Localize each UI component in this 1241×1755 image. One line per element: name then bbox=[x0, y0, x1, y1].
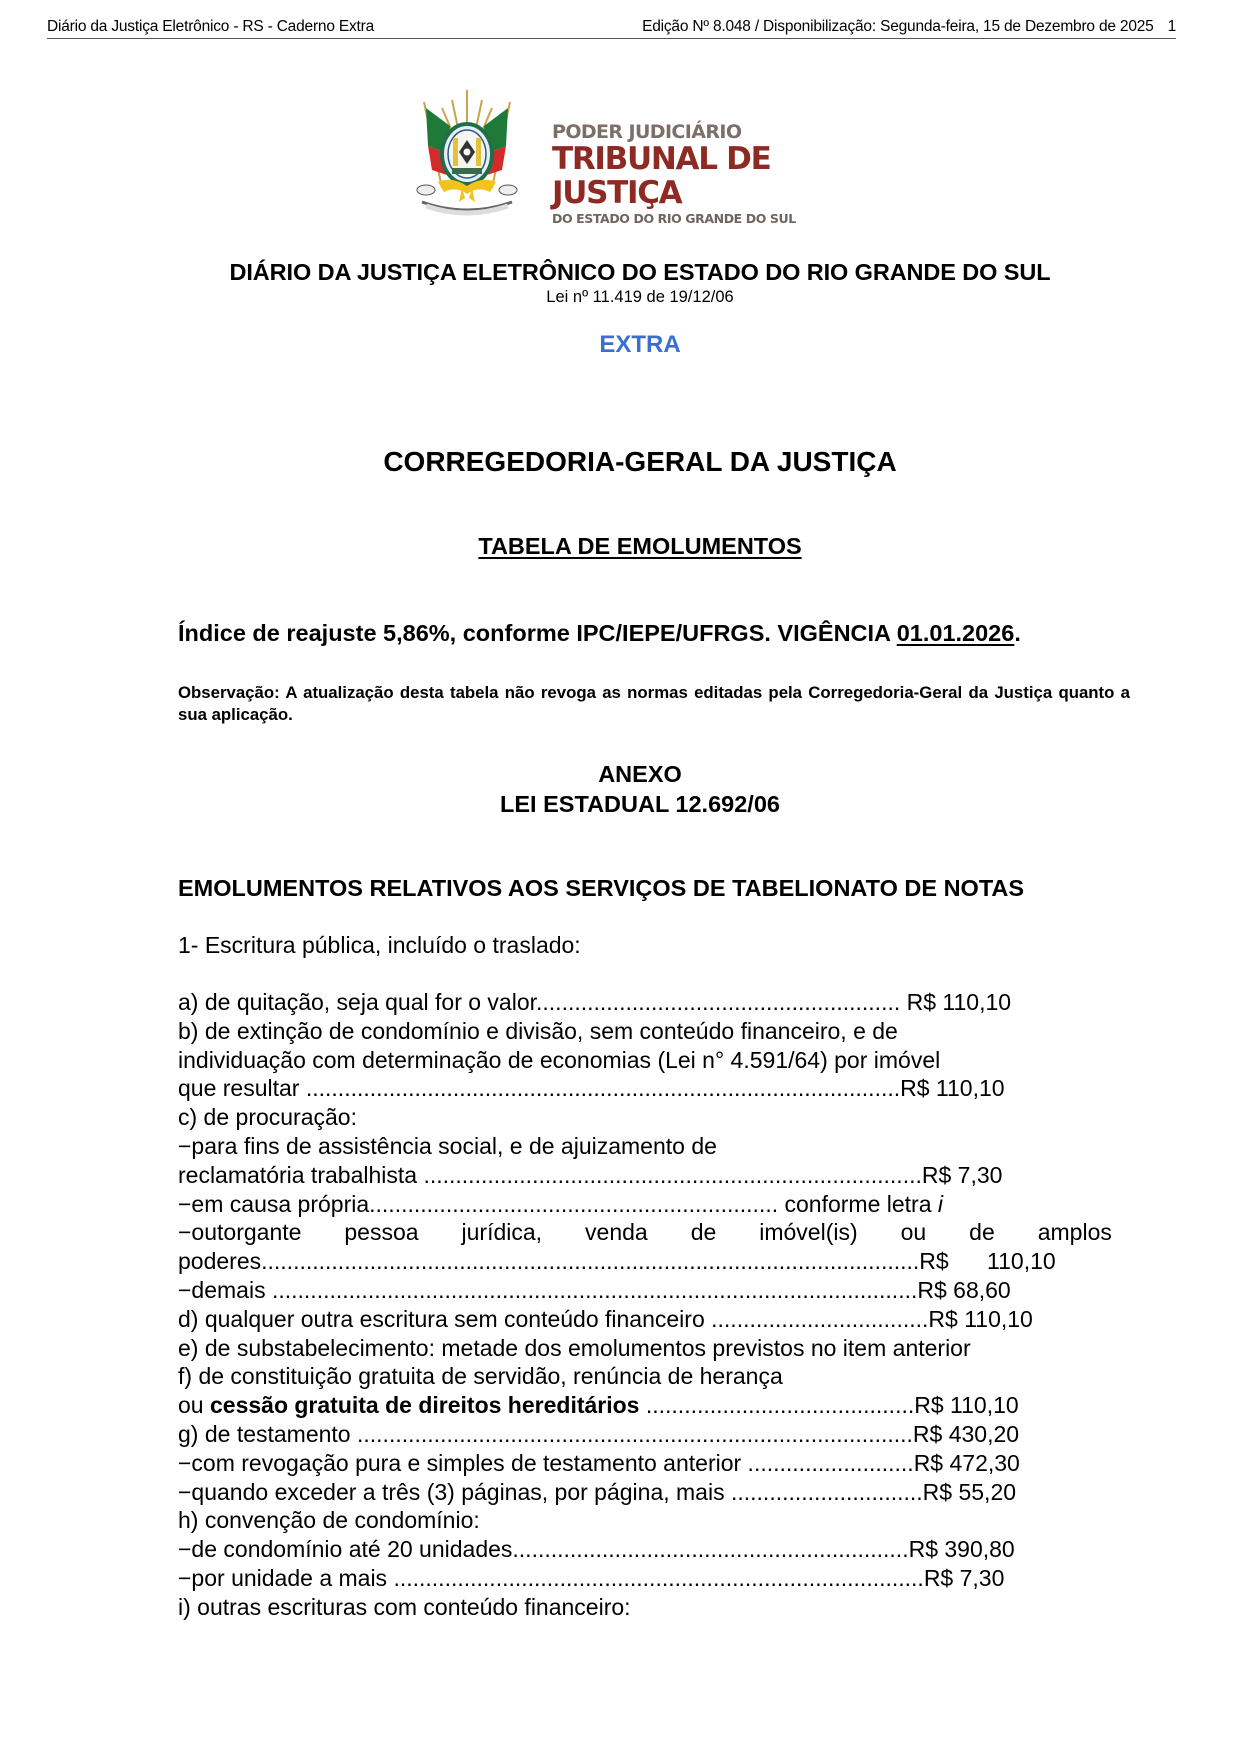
index-suffix: . bbox=[1014, 620, 1021, 646]
fee-line-text: −em causa própria................................................................ conforme letra bbox=[178, 1190, 938, 1217]
fee-line: −com revogação pura e simples de testamento anterior ..........................R$ 472,30 bbox=[178, 1449, 1020, 1476]
tjrs-logo bbox=[412, 88, 872, 236]
letter-reference: i bbox=[937, 1190, 944, 1217]
fee-line-suffix: ..........................................R$ 110,10 bbox=[639, 1392, 1019, 1419]
fee-line: e) de substabelecimento: metade dos emolumentos previstos no item anterior bbox=[178, 1334, 971, 1361]
masthead-title: DIÁRIO DA JUSTIÇA ELETRÔNICO DO ESTADO DO RIO GRANDE DO SUL bbox=[229, 259, 1051, 285]
annex-law: LEI ESTADUAL 12.692/06 bbox=[500, 791, 780, 817]
word: de bbox=[690, 1219, 717, 1246]
fee-line: individuação com determinação de economias (Lei n° 4.591/64) por imóvel bbox=[178, 1046, 941, 1073]
annex-heading bbox=[0, 759, 1241, 819]
fee-line: c) de procuração: bbox=[178, 1104, 357, 1131]
word: imóvel(is) bbox=[759, 1219, 858, 1246]
logo-line-poder-judiciario: PODER JUDICIÁRIO bbox=[552, 121, 742, 143]
coat-of-arms-icon bbox=[412, 88, 522, 218]
word: amplos bbox=[1037, 1219, 1112, 1246]
fee-line-justified bbox=[178, 1218, 1112, 1247]
masthead-law: Lei nº 11.419 de 19/12/06 bbox=[546, 288, 734, 306]
edition-type-badge: EXTRA bbox=[599, 331, 681, 358]
edition-date: Edição Nº 8.048 / Disponibilização: Segunda-feira, 15 de Dezembro de 2025 bbox=[642, 18, 1154, 35]
fee-line: g) de testamento .......................................................................................R$ 430,20 bbox=[178, 1420, 1020, 1447]
section-title: EMOLUMENTOS RELATIVOS AOS SERVIÇOS DE TABELIONATO DE NOTAS bbox=[178, 875, 1025, 901]
word: de bbox=[969, 1219, 995, 1246]
fee-line: h) convenção de condomínio: bbox=[178, 1507, 480, 1534]
fee-line: d) qualquer outra escritura sem conteúdo financeiro ..................................R$ 110,10 bbox=[178, 1305, 1033, 1332]
page-number: 1 bbox=[1167, 18, 1176, 35]
fee-line: b) de extinção de condomínio e divisão, sem conteúdo financeiro, e de bbox=[178, 1017, 898, 1044]
logo-line-tribunal: TRIBUNAL DE JUSTIÇA bbox=[552, 141, 771, 211]
annex-label: ANEXO bbox=[598, 761, 682, 787]
index-text: Índice de reajuste 5,86%, conforme IPC/IEPE/UFRGS. VIGÊNCIA bbox=[178, 620, 897, 646]
fee-list bbox=[178, 988, 1138, 1622]
fee-line: i) outras escrituras com conteúdo financeiro: bbox=[178, 1593, 631, 1620]
fee-line: −por unidade a mais ...................................................................................R$ 7,30 bbox=[178, 1564, 1005, 1591]
running-header bbox=[47, 18, 1176, 39]
fee-line-prefix: ou bbox=[178, 1392, 210, 1419]
effective-date: 01.01.2026 bbox=[896, 620, 1015, 646]
word: jurídica, bbox=[461, 1219, 543, 1246]
fee-line: −para fins de assistência social, e de ajuizamento de bbox=[178, 1132, 717, 1159]
logo-wordmark bbox=[552, 122, 872, 228]
fee-line bbox=[178, 1391, 1138, 1420]
fee-line: −de condomínio até 20 unidades..............................................................R$ 390,80 bbox=[178, 1536, 1015, 1563]
word: venda bbox=[585, 1219, 648, 1246]
logo-line-estado: DO ESTADO DO RIO GRANDE DO SUL bbox=[552, 211, 796, 226]
fee-line: −demais .....................................................................................................R$ 68,60 bbox=[178, 1276, 1011, 1303]
fee-line bbox=[178, 1190, 1138, 1219]
word: ou bbox=[900, 1219, 927, 1246]
word: pessoa bbox=[344, 1219, 419, 1246]
document-title: TABELA DE EMOLUMENTOS bbox=[478, 533, 802, 559]
edition-info bbox=[642, 18, 1176, 36]
observation-note: Observação: A atualização desta tabela não revoga as normas editadas pela Corregedoria-Geral da Justiça quanto a sua aplicação. bbox=[178, 683, 1130, 724]
fee-line: que resultar .............................................................................................R$ 110,10 bbox=[178, 1075, 1005, 1102]
item-title: 1- Escritura pública, incluído o traslado: bbox=[178, 932, 581, 958]
fee-line: reclamatória trabalhista ..............................................................................R$ 7,30 bbox=[178, 1161, 1003, 1188]
organ-title: CORREGEDORIA-GERAL DA JUSTIÇA bbox=[383, 446, 897, 477]
fee-line: a) de quitação, seja qual for o valor......................................................... R$ 110,10 bbox=[178, 989, 1012, 1015]
word: −outorgante bbox=[178, 1219, 302, 1246]
journal-name: Diário da Justiça Eletrônico - RS - Caderno Extra bbox=[47, 18, 375, 35]
fee-line: −quando exceder a três (3) páginas, por página, mais ..............................R$ 55,20 bbox=[178, 1478, 1017, 1505]
adjustment-index bbox=[178, 620, 1021, 647]
fee-line: poderes.......................................................................................................R$ 110,10 bbox=[178, 1248, 1056, 1275]
fee-line-bold: cessão gratuita de direitos hereditários bbox=[209, 1392, 640, 1419]
fee-line: f) de constituição gratuita de servidão, renúncia de herança bbox=[178, 1363, 783, 1390]
